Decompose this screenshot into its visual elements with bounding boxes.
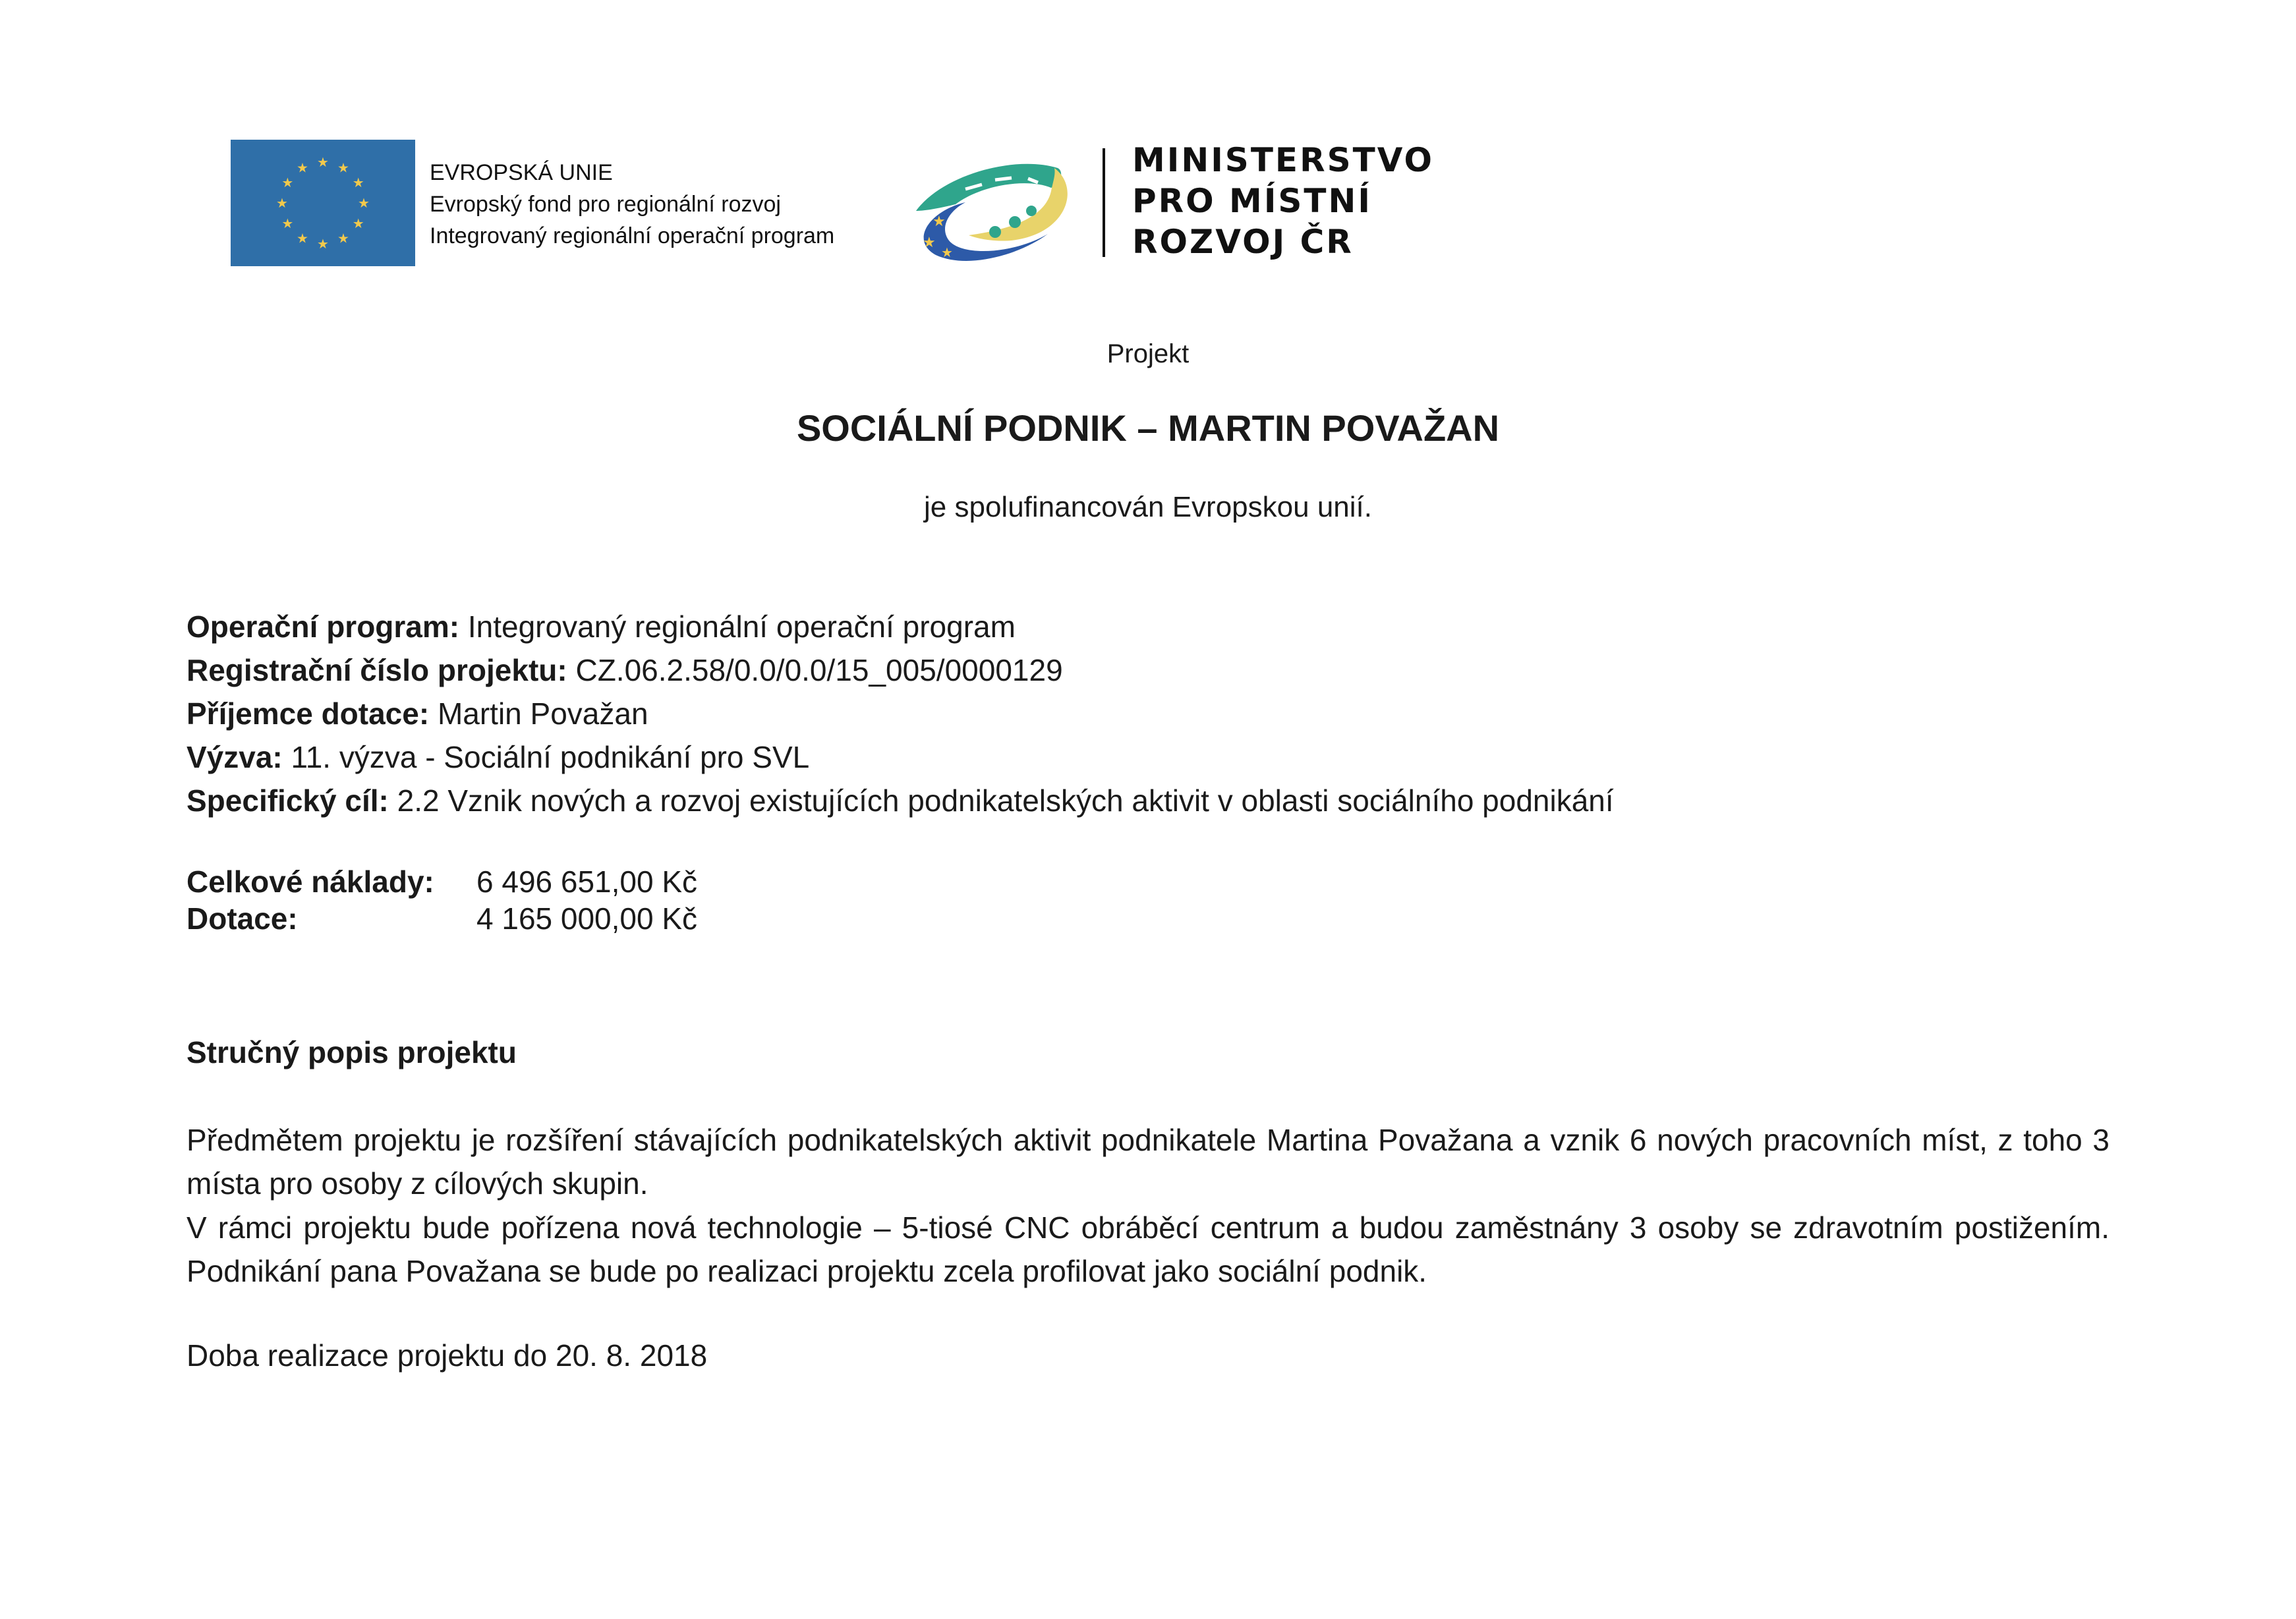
ministry-logo-line: ROZVOJ ČR (1132, 223, 1354, 261)
cofinancing-statement: je spolufinancován Evropskou unií. (924, 491, 1372, 523)
eu-star-icon: ★ (337, 230, 349, 246)
detail-row-specific-goal (187, 779, 1614, 822)
detail-row-recipient (187, 692, 1614, 735)
detail-label: Výzva: (187, 740, 283, 774)
project-title: SOCIÁLNÍ PODNIK – MARTIN POVAŽAN (796, 407, 1500, 449)
detail-value: Martin Považan (437, 696, 648, 731)
logo-divider (1103, 148, 1105, 257)
eu-logo-line: Evropský fond pro regionální rozvoj (430, 192, 781, 217)
detail-row-registration-number (187, 648, 1614, 692)
realization-period: Doba realizace projektu do 20. 8. 2018 (187, 1338, 708, 1373)
ministry-emblem-icon (903, 148, 1101, 264)
eu-star-icon: ★ (281, 175, 294, 190)
detail-row-call (187, 735, 1614, 779)
eu-star-icon: ★ (317, 154, 329, 170)
eu-star-icon: ★ (352, 175, 364, 190)
cost-label: Celkové náklady: (187, 865, 434, 899)
eu-stars-circle (231, 140, 415, 266)
detail-label: Specifický cíl: (187, 783, 389, 818)
detail-row-operational-program (187, 605, 1614, 648)
cost-value: 4 165 000,00 Kč (476, 901, 698, 936)
detail-value: Integrovaný regionální operační program (467, 610, 1016, 644)
ministry-logo-text (1132, 140, 1434, 262)
eu-star-icon: ★ (352, 215, 364, 231)
cost-value: 6 496 651,00 Kč (476, 865, 698, 899)
ministry-logo-line: PRO MÍSTNÍ (1132, 182, 1372, 220)
detail-label: Operační program: (187, 610, 460, 644)
detail-value: CZ.06.2.58/0.0/0.0/15_005/0000129 (575, 653, 1063, 687)
cost-label: Dotace: (187, 901, 298, 936)
eu-star-icon: ★ (281, 215, 294, 231)
detail-value: 11. výzva - Sociální podnikání pro SVL (291, 740, 810, 774)
eu-logo-line: Integrovaný regionální operační program (430, 223, 835, 248)
detail-label: Registrační číslo projektu: (187, 653, 567, 687)
summary-paragraph: Předmětem projektu je rozšíření stávajících podnikatelských aktivit podnikatele Martina Považana a vznik 6 nových pracovních míst, z toho 3 místa pro osoby z cílových skupin. (187, 1123, 2109, 1201)
svg-text:★: ★ (923, 235, 936, 251)
summary-paragraph: V rámci projektu bude pořízena nová technologie – 5-tiosé CNC obráběcí centrum a budou zaměstnány 3 osoby se zdravotním postižením. Podnikání pana Považana se bude po realizaci projektu zcela profilovat jako sociální podnik. (187, 1210, 2109, 1288)
eu-star-icon: ★ (358, 195, 370, 211)
project-label: Projekt (1106, 339, 1190, 368)
eu-flag-icon (231, 140, 415, 266)
eu-star-icon: ★ (276, 195, 288, 211)
summary-heading: Stručný popis projektu (187, 1035, 517, 1069)
eu-logo-text (430, 157, 834, 252)
project-details (187, 605, 1614, 822)
eu-star-icon: ★ (337, 159, 349, 176)
eu-star-icon: ★ (297, 230, 308, 246)
eu-star-icon: ★ (297, 159, 308, 176)
ministry-logo-line: MINISTERSTVO (1132, 141, 1435, 179)
eu-logo-line: EVROPSKÁ UNIE (430, 160, 613, 185)
detail-value: 2.2 Vznik nových a rozvoj existujících podnikatelských aktivit v oblasti sociálního podnikání (397, 783, 1614, 818)
svg-text:★: ★ (941, 244, 953, 260)
detail-label: Příjemce dotace: (187, 696, 430, 731)
svg-text:★: ★ (933, 213, 946, 230)
eu-star-icon: ★ (317, 236, 329, 252)
